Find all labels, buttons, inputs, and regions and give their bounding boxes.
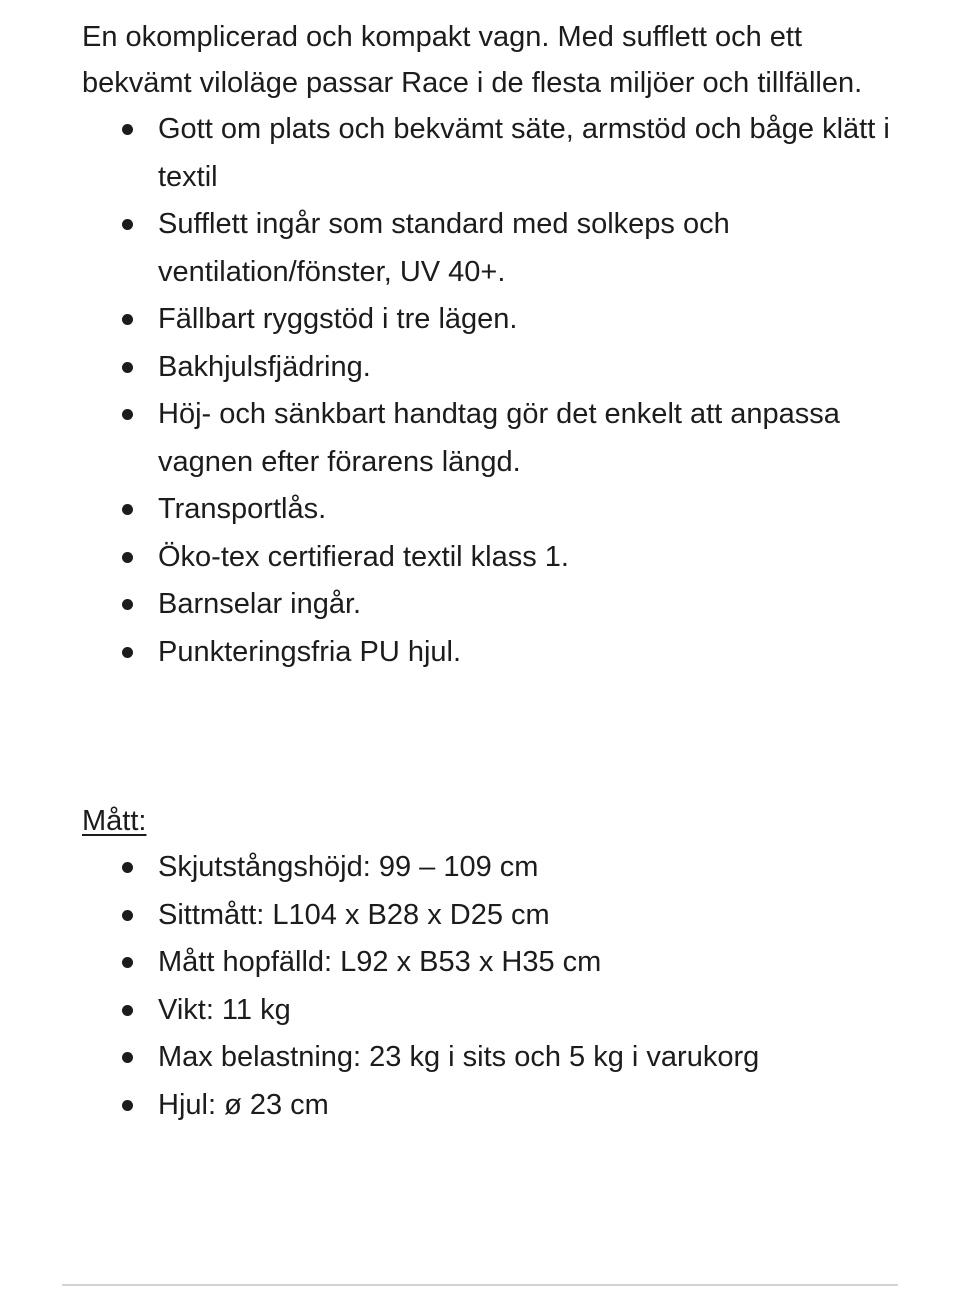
feature-item: Gott om plats och bekvämt säte, armstöd och båge klätt i textil — [82, 106, 912, 201]
dimensions-heading: Mått: — [82, 805, 147, 837]
feature-item: Barnselar ingår. — [82, 581, 912, 629]
dimensions-list — [82, 844, 912, 1129]
feature-item: Transportlås. — [82, 486, 912, 534]
features-list — [82, 106, 912, 676]
feature-item: Höj- och sänkbart handtag gör det enkelt att anpassa vagnen efter förarens längd. — [82, 391, 912, 486]
dimension-item: Hjul: ø 23 cm — [82, 1082, 912, 1130]
dimension-item: Skjutstångshöjd: 99 – 109 cm — [82, 844, 912, 892]
feature-item: Fällbart ryggstöd i tre lägen. — [82, 296, 912, 344]
dimension-item: Max belastning: 23 kg i sits och 5 kg i varukorg — [82, 1034, 912, 1082]
intro-paragraph: En okomplicerad och kompakt vagn. Med sufflett och ett bekvämt viloläge passar Race i de flesta miljöer och tillfällen. — [82, 21, 863, 99]
dimension-item: Vikt: 11 kg — [82, 987, 912, 1035]
feature-item: Öko-tex certifierad textil klass 1. — [82, 534, 912, 582]
dimension-item: Mått hopfälld: L92 x B53 x H35 cm — [82, 939, 912, 987]
dimension-item: Sittmått: L104 x B28 x D25 cm — [82, 892, 912, 940]
feature-item: Bakhjulsfjädring. — [82, 344, 912, 392]
divider — [62, 1284, 898, 1286]
feature-item: Punkteringsfria PU hjul. — [82, 629, 912, 677]
feature-item: Sufflett ingår som standard med solkeps och ventilation/fönster, UV 40+. — [82, 201, 912, 296]
product-description — [82, 14, 912, 1129]
